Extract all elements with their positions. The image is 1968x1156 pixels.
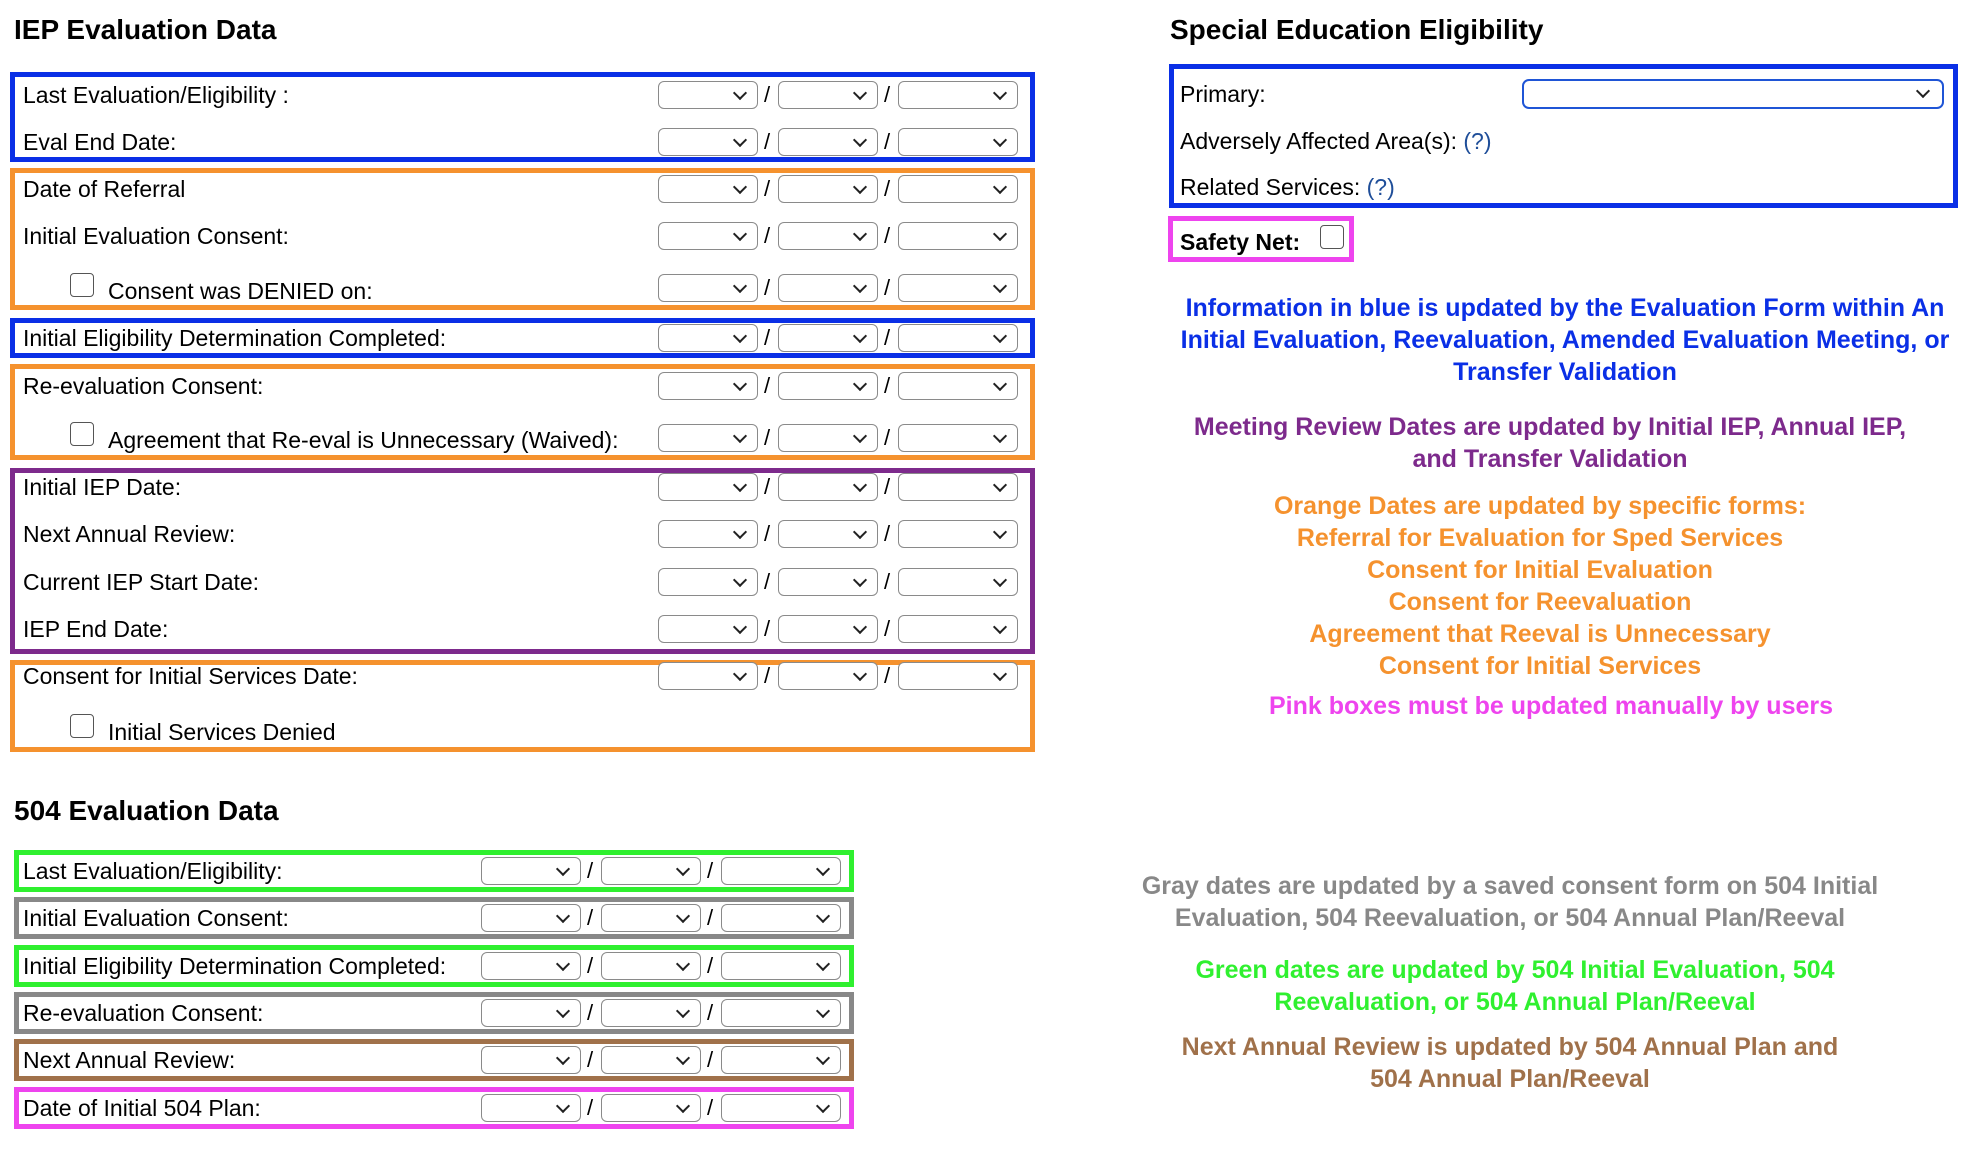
year-select[interactable] (721, 999, 841, 1027)
day-select[interactable] (778, 473, 878, 501)
initial-iep-label: Initial IEP Date: (23, 474, 182, 500)
month-select[interactable] (658, 324, 758, 352)
affected-area-label: Adversely Affected Area(s): (1180, 128, 1457, 154)
eval-end-label: Eval End Date: (23, 129, 177, 155)
year-select[interactable] (721, 1094, 841, 1122)
last-eval-label: Last Evaluation/Eligibility : (23, 82, 289, 108)
month-select[interactable] (658, 568, 758, 596)
day-select[interactable] (778, 662, 878, 690)
affected-area-row (1180, 127, 1492, 155)
iep-section-title: IEP Evaluation Data (14, 14, 277, 45)
s504-last-eval-label: Last Evaluation/Eligibility: (23, 858, 283, 884)
year-select[interactable] (898, 424, 1018, 452)
year-select[interactable] (898, 372, 1018, 400)
day-select[interactable] (778, 520, 878, 548)
day-select[interactable] (778, 81, 878, 109)
month-select[interactable] (658, 473, 758, 501)
day-select[interactable] (778, 128, 878, 156)
s504-initial-plan-label: Date of Initial 504 Plan: (23, 1095, 261, 1121)
year-select[interactable] (898, 175, 1018, 203)
orange-legend-note (1165, 490, 1915, 682)
chevron-down-icon (1916, 84, 1930, 98)
referral-label: Date of Referral (23, 176, 186, 202)
s504-initial-consent-label: Initial Evaluation Consent: (23, 905, 289, 931)
blue-legend-note: Information in blue is updated by the Evaluation Form within An Initial Evaluation, Reevaluation, Amended Evaluation Meeting, or Transfer Validation (1180, 294, 1950, 386)
related-services-row (1180, 173, 1395, 201)
purple-legend-note: Meeting Review Dates are updated by Initial IEP, Annual IEP, and Transfer Validation (1193, 413, 1907, 473)
month-select[interactable] (481, 1094, 581, 1122)
brown-legend-note: Next Annual Review is updated by 504 Annual Plan and 504 Annual Plan/Reeval (1181, 1033, 1839, 1093)
month-select[interactable] (658, 662, 758, 690)
year-select[interactable] (898, 274, 1018, 302)
month-select[interactable] (481, 952, 581, 980)
day-select[interactable] (778, 222, 878, 250)
day-select[interactable] (601, 1046, 701, 1074)
month-select[interactable] (658, 424, 758, 452)
day-select[interactable] (778, 324, 878, 352)
related-help-link[interactable]: (?) (1366, 174, 1395, 200)
day-select[interactable] (778, 372, 878, 400)
year-select[interactable] (721, 1046, 841, 1074)
year-select[interactable] (898, 615, 1018, 643)
month-select[interactable] (481, 1046, 581, 1074)
month-select[interactable] (658, 520, 758, 548)
current-start-label: Current IEP Start Date: (23, 569, 260, 595)
safety-net-checkbox[interactable] (1320, 225, 1344, 249)
orange-legend-line: Referral for Evaluation for Sped Services (1296, 524, 1784, 552)
gray-legend-note: Gray dates are updated by a saved consent form on 504 Initial Evaluation, 504 Reevaluation, or 504 Annual Plan/Reeval (1141, 872, 1879, 932)
month-select[interactable] (658, 222, 758, 250)
year-select[interactable] (898, 222, 1018, 250)
year-select[interactable] (898, 81, 1018, 109)
year-select[interactable] (898, 662, 1018, 690)
month-select[interactable] (481, 999, 581, 1027)
initial-consent-label: Initial Evaluation Consent: (23, 223, 289, 249)
safety-net-label: Safety Net: (1180, 229, 1301, 255)
year-select[interactable] (898, 568, 1018, 596)
s504-reeval-consent-label: Re-evaluation Consent: (23, 1000, 264, 1026)
year-select[interactable] (721, 952, 841, 980)
reeval-waived-label: Agreement that Re-eval is Unnecessary (Waived): (108, 427, 619, 453)
day-select[interactable] (778, 175, 878, 203)
next-annual-label: Next Annual Review: (23, 521, 236, 547)
affected-help-link[interactable]: (?) (1463, 128, 1492, 154)
related-services-label: Related Services: (1180, 174, 1361, 200)
year-select[interactable] (898, 473, 1018, 501)
month-select[interactable] (658, 372, 758, 400)
orange-legend-line: Orange Dates are updated by specific forms: (1273, 492, 1807, 520)
month-select[interactable] (658, 81, 758, 109)
initial-elig-label: Initial Eligibility Determination Completed: (23, 325, 447, 351)
month-select[interactable] (658, 615, 758, 643)
year-select[interactable] (898, 324, 1018, 352)
month-select[interactable] (481, 857, 581, 885)
day-select[interactable] (601, 857, 701, 885)
primary-select[interactable] (1522, 79, 1944, 109)
day-select[interactable] (601, 999, 701, 1027)
day-select[interactable] (601, 952, 701, 980)
orange-legend-line: Consent for Initial Evaluation (1367, 556, 1713, 584)
services-denied-checkbox[interactable] (70, 714, 94, 738)
month-select[interactable] (658, 175, 758, 203)
consent-denied-label: Consent was DENIED on: (108, 278, 373, 304)
reeval-consent-label: Re-evaluation Consent: (23, 373, 264, 399)
consent-denied-checkbox[interactable] (70, 273, 94, 297)
day-select[interactable] (601, 904, 701, 932)
orange-legend-line: Agreement that Reeval is Unnecessary (1309, 620, 1771, 648)
reeval-waived-checkbox[interactable] (70, 422, 94, 446)
orange-legend-line: Consent for Initial Services (1378, 652, 1702, 680)
month-select[interactable] (658, 128, 758, 156)
month-select[interactable] (481, 904, 581, 932)
year-select[interactable] (721, 857, 841, 885)
month-select[interactable] (658, 274, 758, 302)
day-select[interactable] (778, 424, 878, 452)
day-select[interactable] (601, 1094, 701, 1122)
year-select[interactable] (898, 128, 1018, 156)
orange-legend-line: Consent for Reevaluation (1388, 588, 1692, 616)
year-select[interactable] (721, 904, 841, 932)
pink-legend-note: Pink boxes must be updated manually by users (1268, 692, 1834, 720)
s504-initial-elig-label: Initial Eligibility Determination Completed: (23, 953, 447, 979)
s504-section-title: 504 Evaluation Data (14, 795, 279, 826)
consent-services-label: Consent for Initial Services Date: (23, 663, 358, 689)
day-select[interactable] (778, 568, 878, 596)
primary-label: Primary: (1180, 81, 1266, 107)
day-select[interactable] (778, 274, 878, 302)
iep-end-label: IEP End Date: (23, 616, 169, 642)
services-denied-label: Initial Services Denied (108, 719, 336, 745)
s504-next-annual-label: Next Annual Review: (23, 1047, 236, 1073)
green-legend-note: Green dates are updated by 504 Initial Evaluation, 504 Reevaluation, or 504 Annual Plan/Reeval (1195, 956, 1835, 1016)
year-select[interactable] (898, 520, 1018, 548)
day-select[interactable] (778, 615, 878, 643)
sped-section-title: Special Education Eligibility (1170, 14, 1544, 45)
